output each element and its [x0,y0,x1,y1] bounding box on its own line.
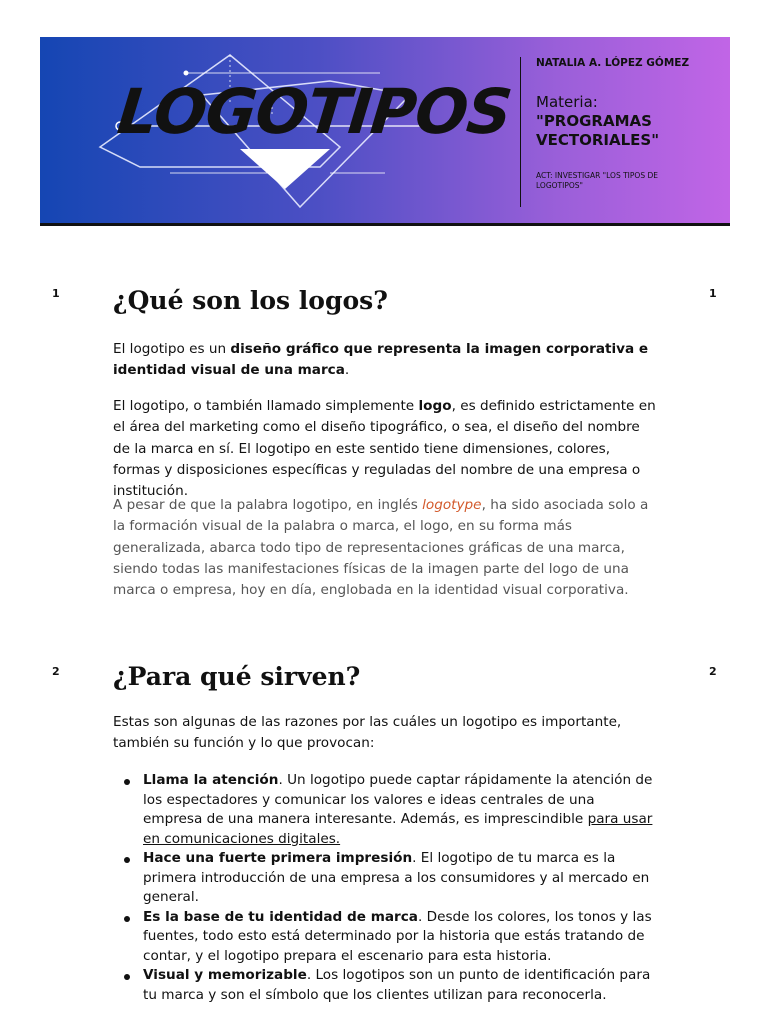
bold-text: Hace una fuerte primera impresión [143,850,413,866]
link[interactable]: para usar en comunicaciones digitales. [143,811,653,847]
text-run: . Desde los colores, los tonos y las fuentes, todo esto está determinado por la historia que estás tratando de contar, y el logotipo prepara el escenario para esta historia. [143,908,652,964]
bold-text: Es la base de tu identidad de marca [143,908,418,925]
list-item [113,908,658,967]
bullet-icon [124,779,130,785]
text-run: . [344,362,350,379]
bold-text: Llama la atención [143,772,279,788]
activity-note: ACT: INVESTIGAR "LOS TIPOS DE LOGOTIPOS" [536,171,658,190]
highlighted-term: logotype [422,497,482,513]
bold-text: logo [418,398,452,414]
section-number-right: 2 [709,665,717,678]
text-run: El logotipo, o también llamado simplemente [113,398,419,414]
section-title: ¿Para qué sirven? [113,662,361,691]
header-divider [520,57,521,207]
section-number-left: 2 [52,665,60,678]
text-run: , ha sido asociada solo a la formación visual de la palabra o marca, el logo, en su forma más generalizada, abarca todo tipo de representaciones gráficas de una marca, siendo todas las manifestaciones físicas de la imagen parte del logo de una marca o empresa, hoy en día, englobada en la identidad visual corporativa. [113,497,649,599]
paragraph [113,396,658,502]
subject-label: Materia: [536,93,598,111]
section-number-left: 1 [52,287,60,300]
bullet-icon [124,916,130,922]
list-item [113,771,658,849]
text-run: A pesar de que la palabra logotipo, en inglés [113,497,423,513]
list-item [113,849,658,908]
subject-value: "PROGRAMAS VECTORIALES" [536,112,660,149]
text-run: El logotipo es un [113,341,231,357]
author-name: NATALIA A. LÓPEZ GÓMEZ [536,57,690,69]
section-number-right: 1 [709,287,717,300]
text-run: , es definido estrictamente en el área del marketing como el diseño tipográfico, o sea, el diseño del nombre de la marca en sí. El logotipo en este sentido tiene dimensiones, colores, formas y disposiciones específicas y reguladas del nombre de una empresa o institución. [113,398,656,500]
text-run: . Los logotipos son un punto de identificación para tu marca y son el símbolo que los clientes utilizan para reconocerla. [143,967,651,1003]
header-banner [40,37,730,223]
logo-wordmark: LOGOTIPOS [114,75,515,148]
bullet-icon [124,974,130,980]
text-run: . Un logotipo puede captar rápidamente la atención de los espectadores y comunicar los valores e ideas centrales de una empresa de una manera interesante. Además, es imprescindible [143,772,653,827]
text-run: . El logotipo de tu marca es la primera introducción de una empresa a los consumidores y al mercado en general. [143,850,650,905]
section-title: ¿Qué son los logos? [113,286,388,315]
bullet-icon [124,857,130,863]
paragraph [113,339,658,382]
header-rule [40,223,730,226]
list-item [113,966,658,1005]
paragraph: Estas son algunas de las razones por las cuáles un logotipo es importante, también su función y lo que provocan: [113,714,622,752]
paragraph [113,495,658,601]
bold-text: Visual y memorizable [143,967,307,983]
bold-text: diseño gráfico que representa la imagen corporativa e identidad visual de una marca [113,341,649,379]
reasons-list [113,771,658,1005]
